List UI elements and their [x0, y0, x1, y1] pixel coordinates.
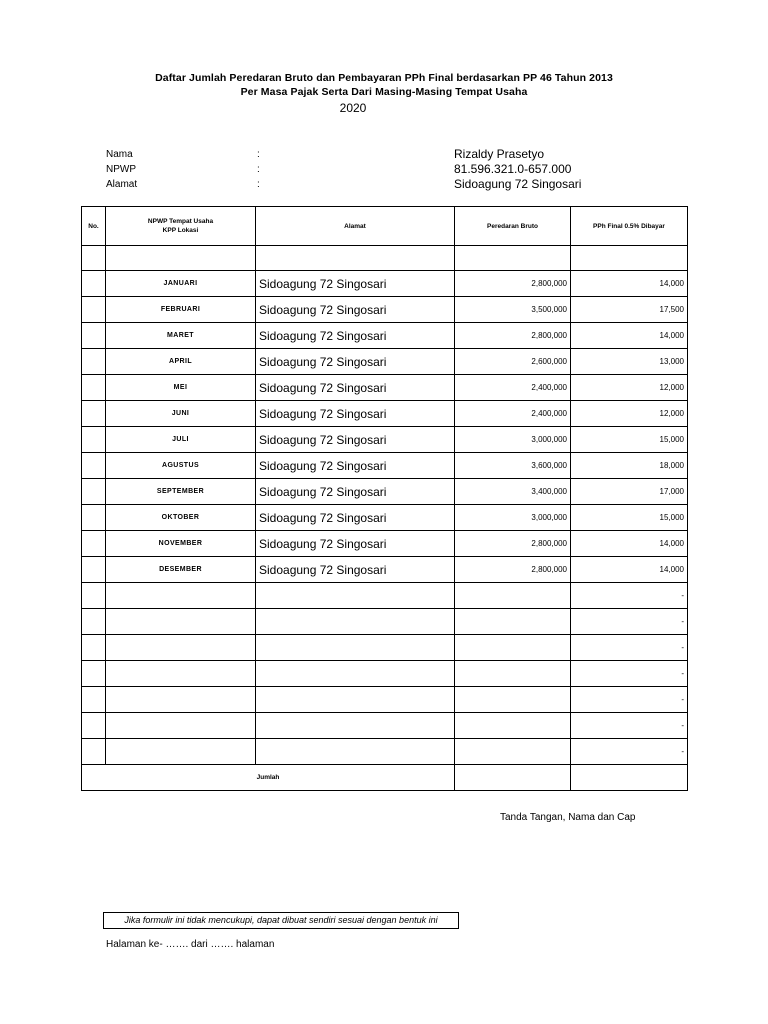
- table-row: [82, 323, 688, 349]
- row-no-cell: [82, 427, 106, 453]
- row-no-cell: [82, 401, 106, 427]
- bruto-cell: [455, 583, 571, 609]
- address-cell: [256, 609, 455, 635]
- table-row: [82, 401, 688, 427]
- pph-cell: 14,000: [571, 271, 688, 297]
- row-no-cell: [82, 635, 106, 661]
- pph-cell: 12,000: [571, 375, 688, 401]
- month-cell: MARET: [106, 323, 256, 349]
- bruto-cell: 2,400,000: [455, 375, 571, 401]
- row-no-cell: [82, 375, 106, 401]
- total-bruto-cell: [455, 765, 571, 791]
- table-row: [82, 531, 688, 557]
- name-label: Nama: [106, 149, 133, 160]
- address-value: Sidoagung 72 Singosari: [454, 177, 582, 191]
- bruto-cell: 3,400,000: [455, 479, 571, 505]
- address-cell: [256, 739, 455, 765]
- address-cell: [256, 635, 455, 661]
- npwp-cell: [106, 661, 256, 687]
- table-blank-row: [82, 246, 688, 271]
- row-no-cell: [82, 349, 106, 375]
- bruto-cell: [455, 739, 571, 765]
- pph-cell: 18,000: [571, 453, 688, 479]
- header-no: No.: [82, 207, 106, 246]
- table-row: [82, 349, 688, 375]
- table-row: [82, 479, 688, 505]
- bruto-cell: 2,800,000: [455, 271, 571, 297]
- row-no-cell: [82, 479, 106, 505]
- npwp-value: 81.596.321.0-657.000: [454, 162, 572, 176]
- month-cell: OKTOBER: [106, 505, 256, 531]
- row-no-cell: [82, 739, 106, 765]
- pph-cell: 14,000: [571, 531, 688, 557]
- pph-cell: 14,000: [571, 557, 688, 583]
- month-cell: APRIL: [106, 349, 256, 375]
- bruto-cell: 3,600,000: [455, 453, 571, 479]
- pph-cell: 17,500: [571, 297, 688, 323]
- bruto-cell: 3,500,000: [455, 297, 571, 323]
- month-cell: JULI: [106, 427, 256, 453]
- header-npwp-line1: NPWP Tempat Usaha: [147, 218, 214, 225]
- address-cell: Sidoagung 72 Singosari: [256, 349, 455, 375]
- row-no-cell: [82, 583, 106, 609]
- pph-cell: 12,000: [571, 401, 688, 427]
- month-cell: MEI: [106, 375, 256, 401]
- npwp-colon: :: [257, 164, 260, 175]
- table-empty-row: [82, 687, 688, 713]
- header-npwp: [106, 207, 256, 246]
- table-row: [82, 505, 688, 531]
- npwp-cell: [106, 739, 256, 765]
- bruto-cell: 3,000,000: [455, 427, 571, 453]
- month-cell: JANUARI: [106, 271, 256, 297]
- bruto-cell: 2,400,000: [455, 401, 571, 427]
- address-cell: Sidoagung 72 Singosari: [256, 479, 455, 505]
- row-no-cell: [82, 713, 106, 739]
- month-cell: AGUSTUS: [106, 453, 256, 479]
- tax-table: [81, 206, 688, 791]
- table-row: [82, 271, 688, 297]
- pph-cell: -: [571, 609, 688, 635]
- header-bruto: Peredaran Bruto: [455, 207, 571, 246]
- table-row: [82, 297, 688, 323]
- month-cell: FEBRUARI: [106, 297, 256, 323]
- address-cell: Sidoagung 72 Singosari: [256, 271, 455, 297]
- npwp-cell: [106, 635, 256, 661]
- table-total-row: [82, 765, 688, 791]
- table-empty-row: [82, 713, 688, 739]
- row-no-cell: [82, 297, 106, 323]
- pph-cell: 15,000: [571, 427, 688, 453]
- month-cell: JUNI: [106, 401, 256, 427]
- bruto-cell: 2,600,000: [455, 349, 571, 375]
- document-title-line1: Daftar Jumlah Peredaran Bruto dan Pembayaran PPh Final berdasarkan PP 46 Tahun 2013: [155, 72, 613, 84]
- table-row: [82, 375, 688, 401]
- table-empty-row: [82, 739, 688, 765]
- npwp-cell: [106, 583, 256, 609]
- table-empty-row: [82, 609, 688, 635]
- pph-cell: -: [571, 635, 688, 661]
- bruto-cell: 3,000,000: [455, 505, 571, 531]
- pph-cell: -: [571, 661, 688, 687]
- month-cell: DESEMBER: [106, 557, 256, 583]
- month-cell: SEPTEMBER: [106, 479, 256, 505]
- address-colon: :: [257, 179, 260, 190]
- address-cell: [256, 713, 455, 739]
- address-cell: Sidoagung 72 Singosari: [256, 297, 455, 323]
- table-header-row: [82, 207, 688, 246]
- table-empty-row: [82, 635, 688, 661]
- bruto-cell: 2,800,000: [455, 531, 571, 557]
- address-cell: Sidoagung 72 Singosari: [256, 505, 455, 531]
- total-pph-cell: [571, 765, 688, 791]
- npwp-cell: [106, 609, 256, 635]
- bruto-cell: 2,800,000: [455, 557, 571, 583]
- bruto-cell: [455, 635, 571, 661]
- pph-cell: -: [571, 739, 688, 765]
- address-cell: Sidoagung 72 Singosari: [256, 557, 455, 583]
- bruto-cell: [455, 661, 571, 687]
- signature-label: Tanda Tangan, Nama dan Cap: [500, 812, 636, 823]
- address-cell: [256, 687, 455, 713]
- address-cell: Sidoagung 72 Singosari: [256, 401, 455, 427]
- pph-cell: 14,000: [571, 323, 688, 349]
- address-cell: Sidoagung 72 Singosari: [256, 531, 455, 557]
- row-no-cell: [82, 531, 106, 557]
- table-empty-row: [82, 661, 688, 687]
- address-cell: Sidoagung 72 Singosari: [256, 375, 455, 401]
- row-no-cell: [82, 609, 106, 635]
- header-alamat: Alamat: [256, 207, 455, 246]
- form-note-box: Jika formulir ini tidak mencukupi, dapat dibuat sendiri sesuai dengan bentuk ini: [103, 912, 459, 929]
- pph-cell: -: [571, 713, 688, 739]
- npwp-cell: [106, 687, 256, 713]
- table-row: [82, 427, 688, 453]
- bruto-cell: [455, 713, 571, 739]
- row-no-cell: [82, 323, 106, 349]
- row-no-cell: [82, 687, 106, 713]
- total-label: Jumlah: [82, 765, 455, 791]
- month-cell: NOVEMBER: [106, 531, 256, 557]
- header-npwp-line2: KPP Lokasi: [162, 227, 199, 234]
- pph-cell: 17,000: [571, 479, 688, 505]
- row-no-cell: [82, 505, 106, 531]
- row-no-cell: [82, 557, 106, 583]
- bruto-cell: 2,800,000: [455, 323, 571, 349]
- document-year: 2020: [339, 101, 367, 115]
- address-cell: Sidoagung 72 Singosari: [256, 427, 455, 453]
- address-cell: Sidoagung 72 Singosari: [256, 323, 455, 349]
- row-no-cell: [82, 271, 106, 297]
- pph-cell: 15,000: [571, 505, 688, 531]
- name-colon: :: [257, 149, 260, 160]
- pph-cell: -: [571, 583, 688, 609]
- address-cell: [256, 583, 455, 609]
- row-no-cell: [82, 661, 106, 687]
- name-value: Rizaldy Prasetyo: [454, 147, 545, 161]
- npwp-label: NPWP: [106, 164, 136, 175]
- row-no-cell: [82, 453, 106, 479]
- header-pph: PPh Final 0.5% Dibayar: [571, 207, 688, 246]
- document-title-line2: Per Masa Pajak Serta Dari Masing-Masing Tempat Usaha: [240, 86, 528, 98]
- pph-cell: -: [571, 687, 688, 713]
- address-cell: [256, 661, 455, 687]
- address-cell: Sidoagung 72 Singosari: [256, 453, 455, 479]
- page-counter: Halaman ke- ……. dari ……. halaman: [106, 939, 275, 950]
- bruto-cell: [455, 609, 571, 635]
- bruto-cell: [455, 687, 571, 713]
- pph-cell: 13,000: [571, 349, 688, 375]
- npwp-cell: [106, 713, 256, 739]
- address-label: Alamat: [106, 179, 138, 190]
- table-empty-row: [82, 583, 688, 609]
- table-row: [82, 557, 688, 583]
- table-row: [82, 453, 688, 479]
